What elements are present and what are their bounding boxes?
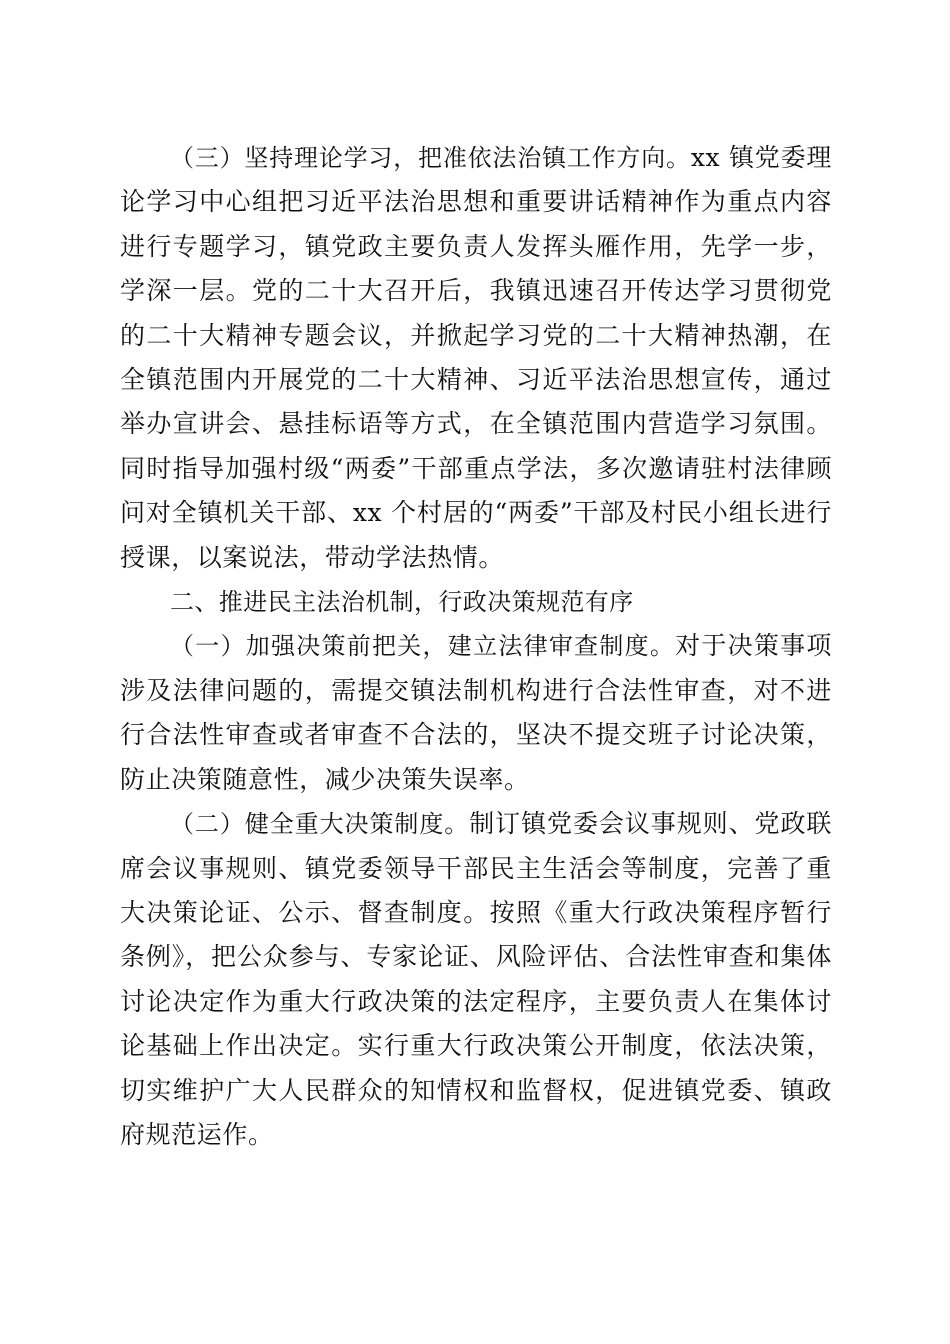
document-body <box>120 136 832 1157</box>
paragraph-legal-review <box>120 624 832 802</box>
section-heading: 二、推进民主法治机制，行政决策规范有序 <box>170 588 634 617</box>
paragraph-text: 对于决策事项涉及法律问题的，需提交镇法制机构进行合法性审查，对不进行合法性审查或者审查不合法的，坚决不提交班子讨论决策，防止决策随意性，减少决策失误率。 <box>120 631 833 794</box>
paragraph-theory-study <box>120 136 832 580</box>
paragraph-lead: （一）加强决策前把关，建立法律审查制度。 <box>170 632 676 661</box>
paragraph-text: 制订镇党委会议事规则、党政联席会议事规则、镇党委领导干部民主生活会等制度，完善了重大决策论证、公示、督查制度。按照《重大行政决策程序暂行条例》，把公众参与、专家论证、风险评估、合法性审查和集体讨论决定作为重大行政决策的法定程序，主要负责人在集体讨论基础上作出决定。实行重大行政决策公开制度，依法决策，切实维护广大人民群众的知情权和监督权，促进镇党委、镇政府规范运作。 <box>120 809 832 1149</box>
paragraph-text: xx 镇党委理论学习中心组把习近平法治思想和重要讲话精神作为重点内容进行专题学习，镇党政主要负责人发挥头雁作用，先学一步，学深一层。党的二十大召开后，我镇迅速召开传达学习贯彻党的二十大精神专题会议，并掀起学习党的二十大精神热潮，在全镇范围内开展党的二十大精神、习近平法治思想宣传，通过举办宣讲会、悬挂标语等方式，在全镇范围内营造学习氛围。同时指导加强村级“两委”干部重点学法，多次邀请驻村法律顾问对全镇机关干部、xx 个村居的“两委”干部及村民小组长进行授课，以案说法，带动学法热情。 <box>120 143 832 572</box>
paragraph-major-decisions <box>120 802 832 1157</box>
paragraph-lead: （二）健全重大决策制度。 <box>170 810 470 839</box>
paragraph-lead: （三）坚持理论学习，把准依法治镇工作方向。 <box>170 144 691 172</box>
